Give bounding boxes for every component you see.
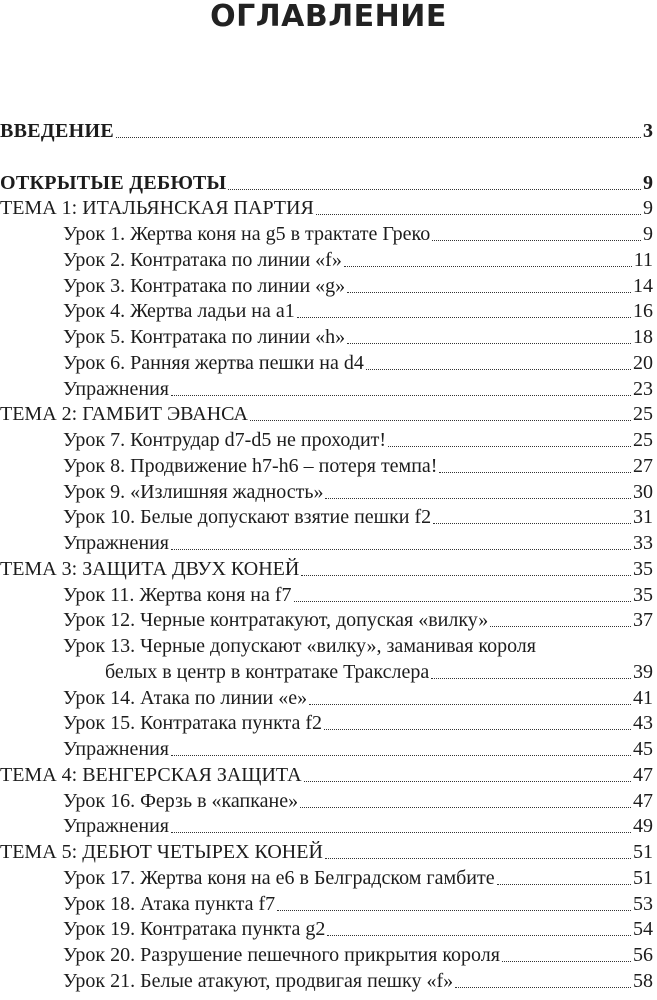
dot-leader	[304, 780, 631, 782]
toc-entry-page-number: 58	[633, 969, 653, 992]
toc-entry-page-number: 35	[633, 557, 653, 580]
toc-entry-label: Урок 6. Ранняя жертва пешки на d4	[63, 351, 364, 374]
toc-entry-lesson[interactable]	[0, 580, 657, 606]
dot-leader	[490, 625, 631, 627]
toc-entry-label: Урок 4. Жертва ладьи на a1	[63, 300, 295, 323]
toc-entry-page-number: 14	[633, 274, 653, 297]
dot-leader	[366, 368, 631, 370]
dot-leader	[497, 883, 631, 885]
toc-entry-page-number: 47	[633, 789, 653, 812]
toc-entry-lesson[interactable]	[0, 348, 657, 374]
toc-entry-page-number: 49	[633, 815, 653, 838]
toc-entry-label: Урок 3. Контратака по линии «g»	[63, 274, 346, 297]
dot-leader	[431, 677, 631, 679]
toc-entry-label: Урок 12. Черные контратакуют, допуская «вилку»	[63, 609, 489, 632]
toc-entry-label: Урок 11. Жертва коня на f7	[63, 583, 292, 606]
dot-leader	[433, 522, 631, 524]
toc-entry-label: Урок 10. Белые допускают взятие пешки f2	[63, 506, 432, 529]
toc-entry-page-number: 51	[633, 866, 653, 889]
toc-entry-label: Урок 13. Черные допускают «вилку», заманивая короля	[63, 635, 536, 657]
toc-entry-label: Урок 21. Белые атакуют, продвигая пешку «f»	[63, 969, 454, 992]
toc-entry-page-number: 25	[633, 403, 653, 426]
toc-entry-lesson[interactable]	[0, 786, 657, 812]
toc-entry-label: Урок 19. Контратака пункта g2	[63, 918, 326, 941]
toc-entry-label: ТЕМА 1: ИТАЛЬЯНСКАЯ ПАРТИЯ	[0, 197, 314, 220]
toc-entry-page-number: 23	[633, 377, 653, 400]
toc-entry-lesson[interactable]	[0, 271, 657, 297]
toc-entry-label: ВВЕДЕНИЕ	[0, 119, 114, 142]
dot-leader	[171, 754, 631, 756]
toc-entry-page-number: 39	[633, 660, 653, 683]
toc-entry-label: Урок 5. Контратака по линии «h»	[63, 326, 346, 348]
toc-entry-lesson[interactable]	[0, 940, 657, 966]
dot-leader	[316, 213, 641, 215]
toc-entry-label: Упражнения	[63, 815, 169, 838]
toc-entry-theme[interactable]	[0, 400, 657, 426]
dot-leader	[294, 600, 631, 602]
toc-entry-page-number: 20	[633, 351, 653, 374]
toc-entry-label: ТЕМА 3: ЗАЩИТА ДВУХ КОНЕЙ	[0, 557, 300, 580]
toc-entry-section[interactable]	[0, 168, 657, 194]
toc-entry-page-number: 37	[633, 609, 653, 632]
dot-leader	[325, 497, 631, 499]
toc-entry-cont[interactable]	[0, 657, 657, 683]
dot-leader	[171, 548, 631, 550]
toc-entry-lesson[interactable]	[0, 425, 657, 451]
toc-entry-lesson[interactable]	[0, 477, 657, 503]
dot-leader	[325, 857, 631, 859]
toc-entry-page-number: 41	[633, 686, 653, 709]
dot-leader	[432, 239, 641, 241]
toc-entry-lesson[interactable]	[0, 889, 657, 915]
toc-entry-lesson[interactable]	[0, 503, 657, 529]
toc-entry-label: Урок 18. Атака пункта f7	[63, 892, 276, 915]
toc-entry-theme[interactable]	[0, 194, 657, 220]
toc-entry-page-number: 25	[633, 429, 653, 451]
toc-entry-label: Урок 7. Контрудар d7-d5 не проходит!	[63, 429, 387, 451]
toc-entry-label: ТЕМА 2: ГАМБИТ ЭВАНСА	[0, 403, 248, 426]
toc-entry-lesson[interactable]	[0, 322, 657, 348]
toc-entry-lesson[interactable]	[0, 915, 657, 941]
dot-leader	[297, 316, 631, 318]
toc-entry-page-number: 54	[633, 918, 653, 941]
toc-entry-label: Урок 17. Жертва коня на e6 в Белградском гамбите	[63, 866, 495, 889]
table-of-contents	[0, 116, 657, 992]
toc-entry-page-number: 9	[643, 197, 653, 220]
toc-entry-label: Упражнения	[63, 532, 169, 554]
dot-leader	[309, 703, 631, 705]
toc-entry-page-number: 47	[633, 763, 653, 786]
toc-entry-page-number: 27	[633, 454, 653, 477]
dot-leader	[388, 445, 631, 447]
toc-entry-lesson[interactable]	[0, 812, 657, 838]
toc-entry-lesson[interactable]	[0, 683, 657, 709]
page-title: ОГЛАВЛЕНИЕ	[210, 0, 447, 34]
toc-entry-lesson[interactable]	[0, 528, 657, 554]
toc-entry-theme[interactable]	[0, 760, 657, 786]
dot-leader	[228, 188, 641, 190]
toc-entry-theme[interactable]	[0, 837, 657, 863]
toc-entry-label: ТЕМА 4: ВЕНГЕРСКАЯ ЗАЩИТА	[0, 763, 302, 786]
dot-leader	[439, 471, 631, 473]
section-gap	[0, 142, 657, 168]
toc-entry-page-number: 31	[633, 506, 653, 529]
toc-entry-lesson[interactable]	[0, 245, 657, 271]
toc-entry-lesson[interactable]	[0, 219, 657, 245]
toc-entry-page-number: 53	[633, 892, 653, 915]
toc-entry-label: Урок 9. «Излишняя жадность»	[63, 480, 324, 503]
toc-entry-label: ОТКРЫТЫЕ ДЕБЮТЫ	[0, 171, 227, 194]
toc-entry-lesson[interactable]	[0, 863, 657, 889]
toc-entry-label: Урок 2. Контратака по линии «f»	[63, 248, 342, 271]
dot-leader	[171, 394, 631, 396]
dot-leader	[347, 291, 631, 293]
toc-entry-label: Урок 20. Разрушение пешечного прикрытия короля	[63, 944, 500, 966]
toc-entry-label: Урок 14. Атака по линии «е»	[63, 686, 308, 709]
toc-entry-page-number: 3	[643, 119, 653, 142]
toc-entry-page-number: 9	[643, 223, 653, 245]
toc-entry-page-number: 33	[633, 532, 653, 554]
dot-leader	[301, 574, 631, 576]
dot-leader	[250, 419, 631, 421]
toc-entry-lesson[interactable]	[0, 451, 657, 477]
toc-entry-label: ТЕМА 5: ДЕБЮТ ЧЕТЫРЕХ КОНЕЙ	[0, 841, 323, 863]
toc-entry-lesson[interactable]	[0, 966, 657, 992]
toc-entry-page-number: 51	[633, 841, 653, 863]
dot-leader	[171, 831, 631, 833]
toc-entry-page-number: 56	[633, 944, 653, 966]
dot-leader	[116, 136, 641, 138]
toc-entry-lesson[interactable]	[0, 297, 657, 323]
toc-entry-page-number: 11	[633, 248, 653, 271]
toc-entry-lesson-first[interactable]	[0, 631, 657, 657]
dot-leader	[324, 728, 631, 730]
toc-entry-label: белых в центр в контратаке Тракслера	[105, 660, 430, 683]
toc-entry-label: Урок 1. Жертва коня на g5 в трактате Греко	[63, 223, 431, 245]
toc-entry-lesson[interactable]	[0, 734, 657, 760]
toc-entry-page-number: 45	[633, 738, 653, 760]
toc-entry-label: Урок 8. Продвижение h7-h6 – потеря темпа!	[63, 454, 438, 477]
dot-leader	[300, 806, 631, 808]
dot-leader	[344, 265, 632, 267]
toc-entry-page-number: 30	[633, 480, 653, 503]
dot-leader	[327, 934, 631, 936]
toc-entry-page-number: 43	[633, 712, 653, 735]
dot-leader	[502, 960, 631, 962]
toc-entry-theme[interactable]	[0, 554, 657, 580]
dot-leader	[277, 909, 631, 911]
toc-entry-section[interactable]	[0, 116, 657, 142]
toc-entry-lesson[interactable]	[0, 709, 657, 735]
toc-entry-page-number: 16	[633, 300, 653, 323]
toc-entry-label: Упражнения	[63, 377, 169, 400]
toc-entry-page-number: 9	[643, 171, 653, 194]
toc-entry-lesson[interactable]	[0, 606, 657, 632]
dot-leader	[347, 342, 631, 344]
toc-entry-label: Урок 16. Ферзь в «капкане»	[63, 789, 299, 812]
toc-entry-lesson[interactable]	[0, 374, 657, 400]
toc-entry-label: Урок 15. Контратака пункта f2	[63, 712, 323, 735]
toc-entry-page-number: 35	[633, 583, 653, 606]
toc-entry-page-number: 18	[633, 326, 653, 348]
dot-leader	[455, 986, 631, 988]
toc-entry-label: Упражнения	[63, 738, 169, 760]
